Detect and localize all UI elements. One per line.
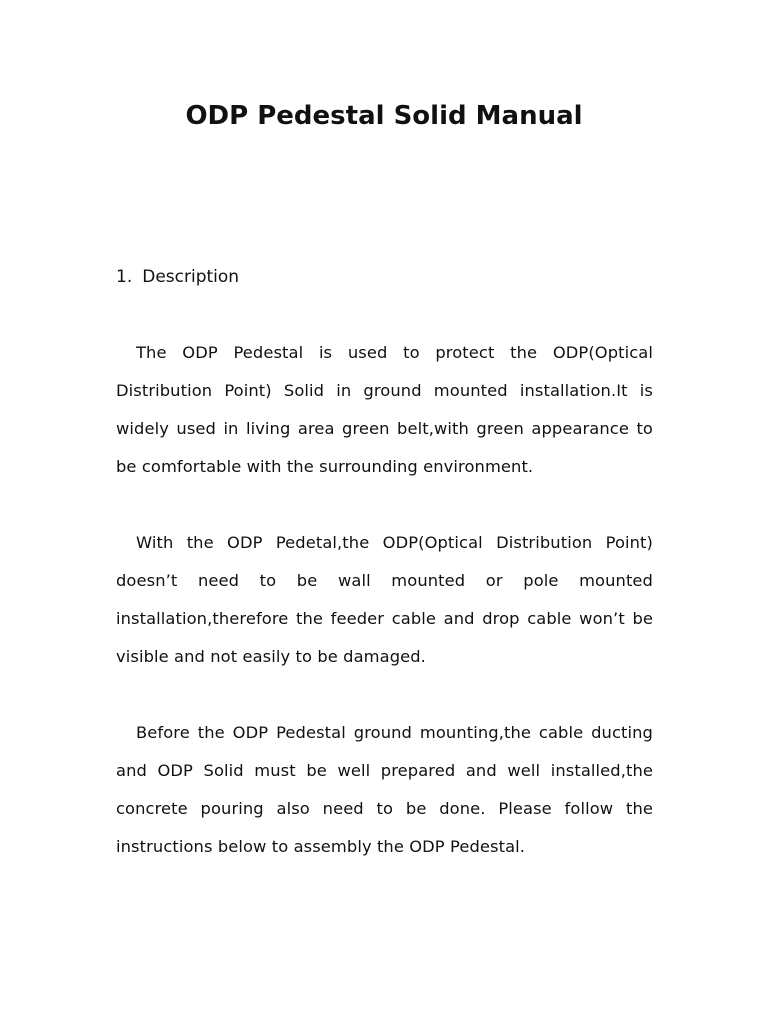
document-title: ODP Pedestal Solid Manual bbox=[185, 101, 583, 131]
description-paragraph-2: With the ODP Pedetal,the ODP(Optical Distribution Point) doesn’t need to be wall mounted or pole mounted installation,therefore the feeder cable and drop cable won’t be visible and not easily to be damaged. bbox=[116, 533, 653, 666]
description-paragraph-3: Before the ODP Pedestal ground mounting,the cable ducting and ODP Solid must be well prepared and well installed,the concrete pouring also need to be done. Please follow the instructions below to assembly the ODP Pedestal. bbox=[116, 723, 653, 856]
section-heading-text: Description bbox=[142, 267, 240, 287]
description-paragraph-1: The ODP Pedestal is used to protect the ODP(Optical Distribution Point) Solid in ground mounted installation.It is widely used in living area green belt,with green appearance to be comfortable with the surrounding environment. bbox=[116, 343, 653, 476]
section-number: 1. bbox=[116, 267, 133, 287]
section-heading bbox=[116, 263, 239, 291]
